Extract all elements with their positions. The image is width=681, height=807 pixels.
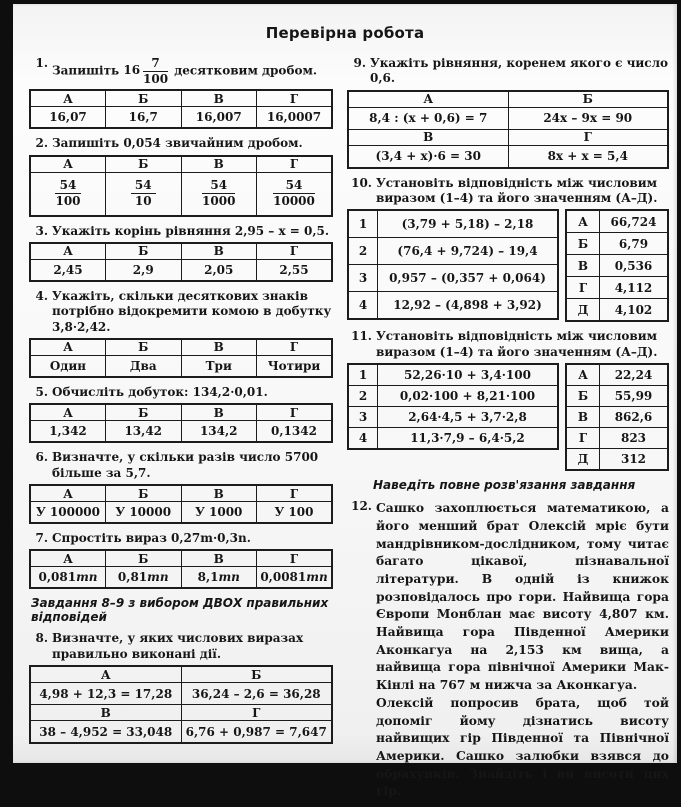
header-cell: В bbox=[181, 485, 257, 502]
header-cell: А bbox=[30, 243, 106, 260]
answer-cell: Один bbox=[30, 355, 106, 377]
fraction-numerator: 7 bbox=[143, 57, 168, 72]
answer-cell: 8x + x = 5,4 bbox=[508, 145, 668, 168]
question-9-text: 9. Укажіть рівняння, коренем якого є число 0,6. bbox=[347, 56, 669, 87]
note-task-12: Наведіть повне розв'язання завдання bbox=[373, 478, 636, 493]
question-12 bbox=[347, 499, 669, 800]
header-cell: А bbox=[30, 404, 106, 421]
header-cell: Г bbox=[257, 404, 333, 421]
question-3 bbox=[29, 224, 333, 282]
header-cell: В bbox=[181, 156, 257, 173]
question-8 bbox=[29, 631, 333, 744]
fraction-denominator: 10 bbox=[134, 194, 152, 209]
question-8-number: 8. bbox=[35, 631, 48, 646]
left-column bbox=[29, 56, 333, 807]
question-12-number: 12. bbox=[351, 499, 372, 514]
answer-table-q3 bbox=[29, 242, 333, 282]
answer-cell: У 1000 bbox=[181, 502, 257, 524]
question-10 bbox=[347, 176, 669, 323]
header-cell: Б bbox=[106, 156, 182, 173]
question-6 bbox=[29, 450, 333, 524]
question-12-text bbox=[347, 499, 669, 800]
header-cell: Г bbox=[257, 90, 333, 107]
answer-cell: 0,081mn bbox=[30, 567, 106, 589]
fraction bbox=[131, 179, 156, 207]
option-value: 6,79 bbox=[600, 233, 669, 255]
expression-cell: 0,02·100 + 8,21·100 bbox=[378, 386, 559, 407]
fraction bbox=[143, 57, 168, 85]
note-tasks-8-9: Завдання 8–9 з вибором ДВОХ правильних відповідей bbox=[31, 596, 329, 625]
header-cell: Б bbox=[106, 243, 182, 260]
answer-cell: У 10000 bbox=[106, 502, 182, 524]
expression-cell: (76,4 + 9,724) – 19,4 bbox=[378, 238, 559, 265]
answer-table-q7 bbox=[29, 549, 333, 589]
question-4-number: 4. bbox=[35, 288, 48, 303]
question-1-text: 1. Запишіть 16 $\frac{7}{100}$ десятковим дробом. bbox=[29, 56, 333, 86]
item-number: 4 bbox=[348, 428, 378, 450]
fraction-denominator: 1000 bbox=[202, 194, 236, 209]
header-cell: В bbox=[181, 404, 257, 421]
question-7 bbox=[29, 531, 333, 589]
option-letter: Г bbox=[566, 428, 600, 449]
option-letter: Б bbox=[566, 233, 600, 255]
question-4 bbox=[29, 289, 333, 378]
option-value: 312 bbox=[600, 449, 669, 471]
question-2-text: 2. Запишіть 0,054 звичайним дробом. bbox=[29, 136, 333, 151]
expression-cell: 0,957 – (0,357 + 0,064) bbox=[378, 265, 559, 292]
header-cell: Г bbox=[257, 156, 333, 173]
header-cell: Б bbox=[106, 485, 182, 502]
answer-cell: 38 – 4,952 = 33,048 bbox=[30, 721, 181, 744]
header-cell: А bbox=[30, 550, 106, 567]
answer-cell: (3,4 + x)·6 = 30 bbox=[348, 145, 508, 168]
answer-table-q4 bbox=[29, 338, 333, 378]
header-cell: В bbox=[181, 339, 257, 356]
question-10-text: 10. Установіть відповідність між числовим виразом (1–4) та його значенням (А–Д). bbox=[347, 176, 669, 207]
question-11-text: 11. Установіть відповідність між числовим виразом (1–4) та його значенням (А–Д). bbox=[347, 329, 669, 360]
answer-cell: 13,42 bbox=[106, 421, 182, 443]
header-cell: В bbox=[181, 243, 257, 260]
header-cell: В bbox=[181, 90, 257, 107]
expression-table bbox=[347, 209, 559, 320]
answer-cell bbox=[257, 172, 333, 216]
item-number: 4 bbox=[348, 292, 378, 320]
question-10-number: 10. bbox=[351, 175, 372, 190]
answer-cell bbox=[181, 172, 257, 216]
question-6-number: 6. bbox=[35, 450, 48, 465]
fraction bbox=[202, 179, 235, 207]
matching-table-q11 bbox=[347, 363, 669, 471]
question-2 bbox=[29, 136, 333, 216]
options-table bbox=[565, 363, 669, 471]
answer-table-q8 bbox=[29, 665, 333, 744]
option-value: 22,24 bbox=[600, 364, 669, 386]
answer-cell: 16,7 bbox=[106, 107, 182, 129]
answer-table-q6 bbox=[29, 484, 333, 524]
fraction-numerator: 54 bbox=[131, 179, 156, 194]
question-7-number: 7. bbox=[35, 531, 48, 546]
option-value: 55,99 bbox=[600, 386, 669, 407]
option-value: 862,6 bbox=[600, 407, 669, 428]
answer-cell: 2,55 bbox=[257, 259, 333, 281]
page-title: Перевірна робота bbox=[265, 24, 425, 42]
answer-cell: 0,0081mn bbox=[257, 567, 333, 589]
fraction-numerator: 54 bbox=[202, 179, 235, 194]
item-number: 2 bbox=[348, 238, 378, 265]
answer-cell: 0,81mn bbox=[106, 567, 182, 589]
header-cell: А bbox=[30, 156, 106, 173]
item-number: 1 bbox=[348, 210, 378, 238]
header-cell: Г bbox=[181, 705, 332, 721]
item-number: 2 bbox=[348, 386, 378, 407]
fraction-numerator: 54 bbox=[273, 179, 315, 194]
option-value: 66,724 bbox=[600, 210, 669, 233]
header-cell: А bbox=[348, 91, 508, 108]
answer-table-q9 bbox=[347, 90, 669, 169]
header-cell: А bbox=[30, 666, 181, 683]
header-cell: Б bbox=[181, 666, 332, 683]
question-1 bbox=[29, 56, 333, 129]
header-cell: Б bbox=[106, 339, 182, 356]
header-cell: В bbox=[30, 705, 181, 721]
answer-cell: 134,2 bbox=[181, 421, 257, 443]
answer-cell: 6,76 + 0,987 = 7,647 bbox=[181, 721, 332, 744]
question-4-text: 4. Укажіть, скільки десяткових знаків потрібно відокремити комою в добутку 3,8·2,42. bbox=[29, 289, 333, 335]
option-letter: А bbox=[566, 210, 600, 233]
answer-cell: Три bbox=[181, 355, 257, 377]
answer-cell: У 100 bbox=[257, 502, 333, 524]
answer-cell: 4,98 + 12,3 = 17,28 bbox=[30, 683, 181, 705]
header-cell: А bbox=[30, 485, 106, 502]
option-letter: Б bbox=[566, 386, 600, 407]
header-cell: А bbox=[30, 90, 106, 107]
question-1-number: 1. bbox=[35, 56, 48, 70]
answer-cell: 16,007 bbox=[181, 107, 257, 129]
answer-cell: 2,9 bbox=[106, 259, 182, 281]
option-letter: Д bbox=[566, 449, 600, 471]
two-column-layout bbox=[13, 42, 677, 807]
question-11-number: 11. bbox=[351, 329, 372, 344]
expression-table bbox=[347, 363, 559, 450]
expression-cell: 11,3·7,9 – 6,4·5,2 bbox=[378, 428, 559, 450]
question-12-paragraph-2: Олексій попросив брата, щоб той допоміг йому дізнатись висоту найвищих гір Південної та Північної Америки. Сашко залюбки взявся до обрахунків. Знайдіть і ви висоти цих гір. bbox=[376, 694, 669, 799]
option-value: 823 bbox=[600, 428, 669, 449]
header-cell: Б bbox=[106, 404, 182, 421]
header-cell: Б bbox=[508, 91, 668, 108]
fraction-denominator: 10000 bbox=[273, 194, 315, 209]
answer-cell: 8,4 : (x + 0,6) = 7 bbox=[348, 107, 508, 129]
question-7-text: 7. Спростіть вираз 0,27m·0,3n. bbox=[29, 531, 333, 546]
option-letter: Д bbox=[566, 299, 600, 322]
option-value: 4,112 bbox=[600, 277, 669, 299]
question-5-text: 5. Обчисліть добуток: 134,2·0,01. bbox=[29, 385, 333, 400]
answer-cell: 16,07 bbox=[30, 107, 106, 129]
question-5 bbox=[29, 385, 333, 443]
question-12-paragraph-1: Сашко захоплюється математикою, а його менший брат Олексій мріє бути мандрівником-дослідником, тому читає багато цікавої, пізнавальної літератури. В одній із книжок розповідалось про гори. Найвища гора Європи Монблан має висоту 4,807 км. Найвища гора Південної Америки Аконкагуа на 2,153 км вища, а найвища гора північної Америки Мак-Кінлі на 767 м нижча за Аконкагуа. bbox=[376, 500, 669, 693]
header-cell: В bbox=[348, 129, 508, 145]
header-cell: Г bbox=[257, 485, 333, 502]
expression-cell: 52,26·10 + 3,4·100 bbox=[378, 364, 559, 386]
answer-table-q5 bbox=[29, 403, 333, 443]
answer-cell: 36,24 – 2,6 = 36,28 bbox=[181, 683, 332, 705]
item-number: 3 bbox=[348, 407, 378, 428]
answer-cell: У 100000 bbox=[30, 502, 106, 524]
question-9-number: 9. bbox=[353, 56, 366, 70]
header-cell: Г bbox=[257, 339, 333, 356]
answer-cell: 1,342 bbox=[30, 421, 106, 443]
answer-cell: Чотири bbox=[257, 355, 333, 377]
header-cell: А bbox=[30, 339, 106, 356]
answer-cell: Два bbox=[106, 355, 182, 377]
scanned-test-page bbox=[13, 4, 677, 799]
expression-cell: 2,64·4,5 + 3,7·2,8 bbox=[378, 407, 559, 428]
option-letter: А bbox=[566, 364, 600, 386]
header-cell: Г bbox=[257, 550, 333, 567]
answer-cell: 2,05 bbox=[181, 259, 257, 281]
question-9 bbox=[347, 56, 669, 169]
fraction bbox=[273, 179, 315, 207]
fraction-denominator: 100 bbox=[143, 71, 169, 86]
option-letter: В bbox=[566, 407, 600, 428]
answer-cell: 16,0007 bbox=[257, 107, 333, 129]
question-2-number: 2. bbox=[35, 136, 48, 151]
answer-cell bbox=[106, 172, 182, 216]
fraction-denominator: 100 bbox=[55, 194, 81, 209]
question-11 bbox=[347, 329, 669, 471]
answer-cell: 2,45 bbox=[30, 259, 106, 281]
header-cell: Б bbox=[106, 550, 182, 567]
question-5-number: 5. bbox=[35, 384, 48, 399]
right-column bbox=[347, 56, 669, 807]
answer-cell: 24x – 9x = 90 bbox=[508, 107, 668, 129]
fraction-numerator: 54 bbox=[55, 179, 80, 194]
item-number: 1 bbox=[348, 364, 378, 386]
matching-table-q10 bbox=[347, 209, 669, 322]
option-value: 0,536 bbox=[600, 255, 669, 277]
option-letter: В bbox=[566, 255, 600, 277]
answer-cell bbox=[30, 172, 106, 216]
expression-cell: 12,92 – (4,898 + 3,92) bbox=[378, 292, 559, 320]
answer-cell: 8,1mn bbox=[181, 567, 257, 589]
item-number: 3 bbox=[348, 265, 378, 292]
header-cell: Б bbox=[106, 90, 182, 107]
question-8-text: 8. Визначте, у яких числових виразах правильно виконані дії. bbox=[29, 631, 333, 662]
answer-table-q2 bbox=[29, 155, 333, 217]
fraction bbox=[55, 179, 80, 207]
question-3-text: 3. Укажіть корінь рівняння 2,95 – x = 0,5. bbox=[29, 224, 333, 239]
expression-cell: (3,79 + 5,18) – 2,18 bbox=[378, 210, 559, 238]
options-table bbox=[565, 209, 669, 322]
header-cell: Г bbox=[257, 243, 333, 260]
question-6-text: 6. Визначте, у скільки разів число 5700 більше за 5,7. bbox=[29, 450, 333, 481]
option-letter: Г bbox=[566, 277, 600, 299]
option-value: 4,102 bbox=[600, 299, 669, 322]
answer-table-q1 bbox=[29, 89, 333, 129]
mixed-number: 16 $\frac{7}{100}$ bbox=[123, 56, 169, 86]
header-cell: В bbox=[181, 550, 257, 567]
question-3-number: 3. bbox=[35, 223, 48, 238]
answer-cell: 0,1342 bbox=[257, 421, 333, 443]
header-cell: Г bbox=[508, 129, 668, 145]
